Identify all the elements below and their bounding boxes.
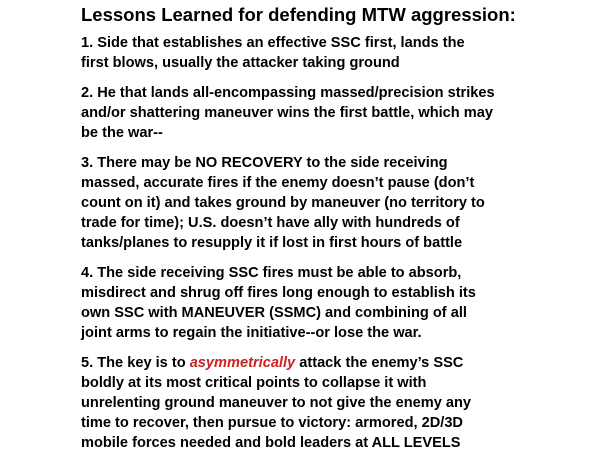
lesson-line: misdirect and shrug off fires long enough to establish its [81,285,476,301]
slide-title: Lessons Learned for defending MTW aggression: [81,4,516,25]
lesson-line: 3. There may be NO RECOVERY to the side receiving [81,155,448,171]
lesson-text: 5. The key is to [81,355,190,371]
lesson-line: first blows, usually the attacker taking ground [81,55,400,71]
emphasis-text: asymmetrically [189,355,296,371]
lesson-line: unrelenting ground maneuver to not give the enemy any [81,395,472,411]
lesson-line: own SSC with MANEUVER (SSMC) and combining of all [81,305,467,321]
lesson-line: count on it) and takes ground by maneuver (no territory to [81,195,485,211]
lesson-item-2 [81,83,591,143]
lesson-line: joint arms to regain the initiative--or lose the war. [81,325,422,341]
lesson-line [81,353,591,373]
lesson-line: time to recover, then pursue to victory: armored, 2D/3D [81,415,463,431]
lesson-line: boldly at its most critical points to collapse it with [81,375,427,391]
lesson-line: massed, accurate fires if the enemy doesn’t pause (don’t [81,175,475,191]
lesson-line: mobile forces needed and bold leaders at ALL LEVELS [81,435,461,451]
lesson-item-1 [81,33,591,73]
lesson-line: 4. The side receiving SSC fires must be able to absorb, [81,265,462,281]
lesson-line: 2. He that lands all-encompassing massed/precision strikes [81,85,495,101]
lesson-item-5 [81,353,591,453]
lesson-line: 1. Side that establishes an effective SSC first, lands the [81,35,465,51]
lesson-line: be the war-- [81,125,163,141]
lesson-line: and/or shattering maneuver wins the first battle, which may [81,105,493,121]
lesson-item-3 [81,153,591,253]
lesson-item-4 [81,263,591,343]
lesson-line: tanks/planes to resupply it if lost in first hours of battle [81,235,463,251]
lesson-line: trade for time); U.S. doesn’t have ally with hundreds of [81,215,460,231]
lesson-text: attack the enemy’s SSC [295,355,464,371]
